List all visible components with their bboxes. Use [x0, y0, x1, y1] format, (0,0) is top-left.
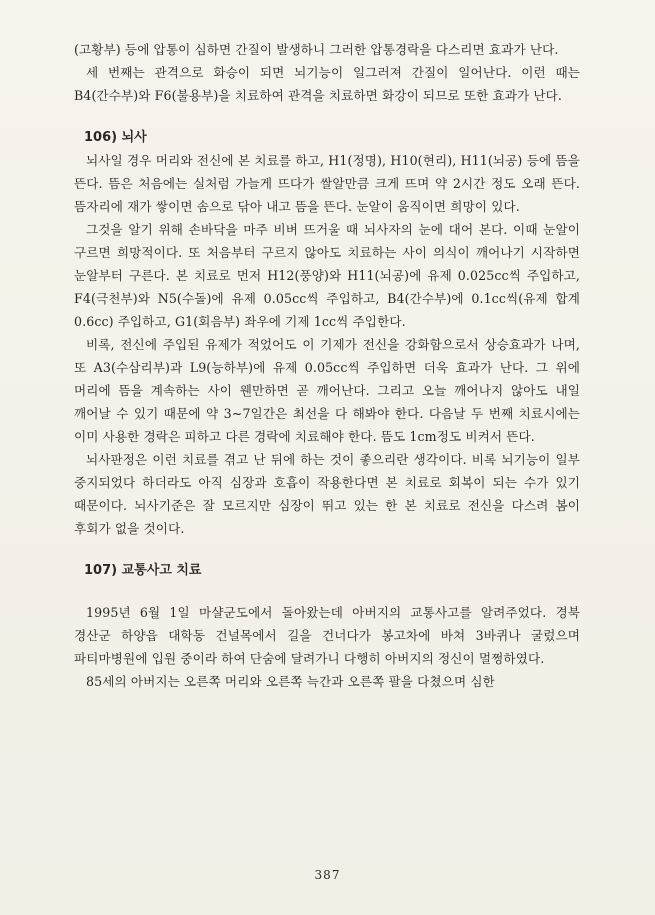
section-107-heading: 107) 교통사고 치료: [84, 563, 202, 578]
section-106-paragraph-2: 그것을 알기 위해 손바닥을 마주 비벼 뜨거울 때 뇌사자의 눈에 대어 본다. 이때 눈알이 구르면 희망적이다. 또 처음부터 구르지 않아도 치료하는 사이 의식이 깨어나기 시작하면 눈알부터 구른다. 본 치료로 먼저 H12(풍양)와 H11(뇌공)에 유제 0.025cc씩 주입하고, F4(극천부)와 N5(수돌)에 유제 0.05cc씩 주입하고, B4(간수부)에 0.1cc씩(유제 합계 0.6cc) 주입하고, G1(회음부) 좌우에 기제 1cc씩 주입한다.: [74, 222, 580, 329]
intro-paragraph-2: 세 번째는 관격으로 화승이 되면 뇌기능이 일그러져 간질이 일어난다. 이런 때는 B4(간수부)와 F6(불용부)을 치료하여 관격을 치료하면 화강이 되므로 또한 효과가 난다.: [74, 65, 580, 103]
section-106-heading: 106) 뇌사: [84, 130, 147, 145]
section-107-paragraph-1: 1995년 6월 1일 마샬군도에서 돌아왔는데 아버지의 교통사고를 알려주었다. 경북 경산군 하양읍 대학동 건널목에서 길을 건너다가 봉고차에 바쳐 3바퀴나 굴렀으며 파티마병원에 입원 중이라 하여 단숨에 달려가니 다행히 아버지의 정신이 멀쩡하였다.: [74, 605, 580, 666]
section-106-paragraph-4: 뇌사판정은 이런 치료를 겪고 난 뒤에 하는 것이 좋으리란 생각이다. 비록 뇌기능이 일부 중지되었다 하더라도 아직 심장과 호흡이 작용한다면 본 치료로 회복이 되는 수가 있기 때문이다. 뇌사기준은 잘 모르지만 심장이 뛰고 있는 한 본 치료로 전신을 다스려 봄이 후회가 없을 것이다.: [74, 452, 580, 536]
section-107-paragraph-2: 85세의 아버지는 오른쪽 머리와 오른쪽 늑간과 오른쪽 팔을 다쳤으며 심한: [86, 674, 495, 689]
page-number: 387: [314, 868, 341, 882]
section-106-paragraph-1: 뇌사일 경우 머리와 전신에 본 치료를 하고, H1(정명), H10(현리), H11(뇌공) 등에 뜸을 뜬다. 뜸은 처음에는 실처럼 가늘게 뜨다가 쌀알만큼 크게 뜨며 약 2시간 정도 오래 뜬다. 뜸자리에 재가 쌓이면 솜으로 닦아 내고 뜸을 뜬다. 눈알이 움직이면 희망이 있다.: [74, 153, 580, 214]
intro-paragraph-1: (고황부) 등에 압통이 심하면 간질이 발생하니 그러한 압통경락을 다스리면 효과가 난다.: [74, 42, 559, 57]
page-content: [74, 38, 580, 693]
section-106-paragraph-3: 비록, 전신에 주입된 유제가 적었어도 이 기제가 전신을 강화함으로서 상승효과가 나며, 또 A3(수삼리부)과 L9(능하부)에 유제 0.05cc씩 주입하면 더욱 효과가 난다. 그 위에 머리에 뜸을 계속하는 사이 웬만하면 곧 깨어난다. 그리고 오늘 깨어나지 않아도 내일 깨어날 수 있기 때문에 약 3~7일간은 최선을 다 해봐야 한다. 다음날 두 번째 치료시에는 이미 사용한 경락은 피하고 다른 경락에 치료해야 한다. 뜸도 1cm정도 비켜서 뜬다.: [74, 337, 580, 444]
